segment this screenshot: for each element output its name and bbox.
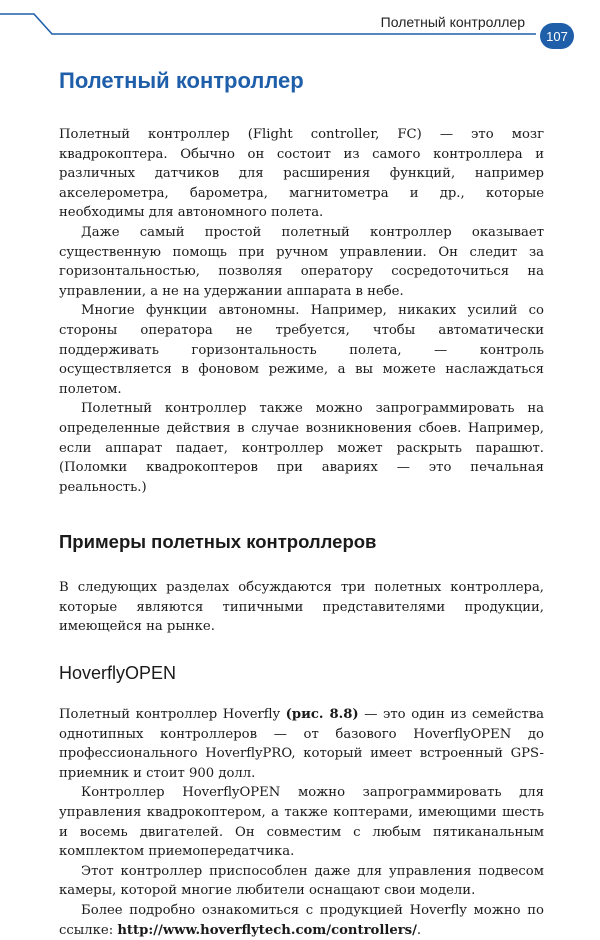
- figure-reference: (рис. 8.8): [285, 707, 359, 723]
- paragraph: В следующих разделах обсуждаются три полетных контроллера, которые являются типичными представителями продукции, имеющейся на рынке.: [59, 580, 544, 635]
- hoverfly-link[interactable]: http://www.hoverflytech.com/controllers/: [117, 922, 417, 938]
- paragraph: Более подробно ознакомиться с продукцией Hoverfly можно по ссылке: http://www.hoverflytech.com/controllers/.: [59, 903, 544, 938]
- paragraph: Многие функции автономны. Например, никаких усилий со стороны оператора не требуется, чтобы автоматически поддерживать горизонтальность полета, — контроль осуществляется в фоновом режиме, а вы можете наслаждаться полетом.: [59, 303, 544, 397]
- running-head: Полетный контроллер: [380, 14, 525, 30]
- subsection-heading: HoverflyOPEN: [59, 663, 177, 684]
- paragraph: Контроллер HoverflyOPEN можно запрограммировать для управления квадрокоптером, а также коптерами, имеющими шесть и восемь двигателей. Он совместим с любым пятиканальным комплектом приемопередатчика.: [59, 785, 544, 860]
- paragraph: Даже самый простой полетный контроллер оказывает существенную помощь при ручном управлении. Он следит за горизонтальностью, позволяя оператору сосредоточиться на управлении, а не на удержании аппарата в небе.: [59, 224, 544, 299]
- paragraph: Полетный контроллер (Flight controller, FC) — это мозг квадрокоптера. Обычно он состоит из самого контроллера и различных датчиков для расширения функций, например акселерометра, барометра, магнитометра и др., которые необходимы для автономного полета.: [59, 127, 544, 221]
- page-content: [59, 66, 544, 940]
- paragraph: Этот контроллер приспособлен даже для управления подвесом камеры, которой многие любители оснащают свои модели.: [59, 863, 544, 899]
- paragraph: Полетный контроллер Hoverfly (рис. 8.8) — это один из семейства однотипных контроллеров — от базового HoverflyOPEN до профессионального HoverflyPRO, который имеет встроенный GPS-приемник и стоит 900 долл.: [59, 707, 544, 781]
- chapter-title: Полетный контроллер: [59, 68, 304, 93]
- page-number-badge: 107: [540, 23, 574, 49]
- section-heading: Примеры полетных контроллеров: [59, 531, 377, 553]
- paragraph: Полетный контроллер также можно запрограммировать на определенные действия в случае возникновения сбоев. Например, если аппарат падает, контроллер может раскрыть парашют. (Поломки квадрокоптеров при авариях — это печальная реальность.): [59, 401, 544, 495]
